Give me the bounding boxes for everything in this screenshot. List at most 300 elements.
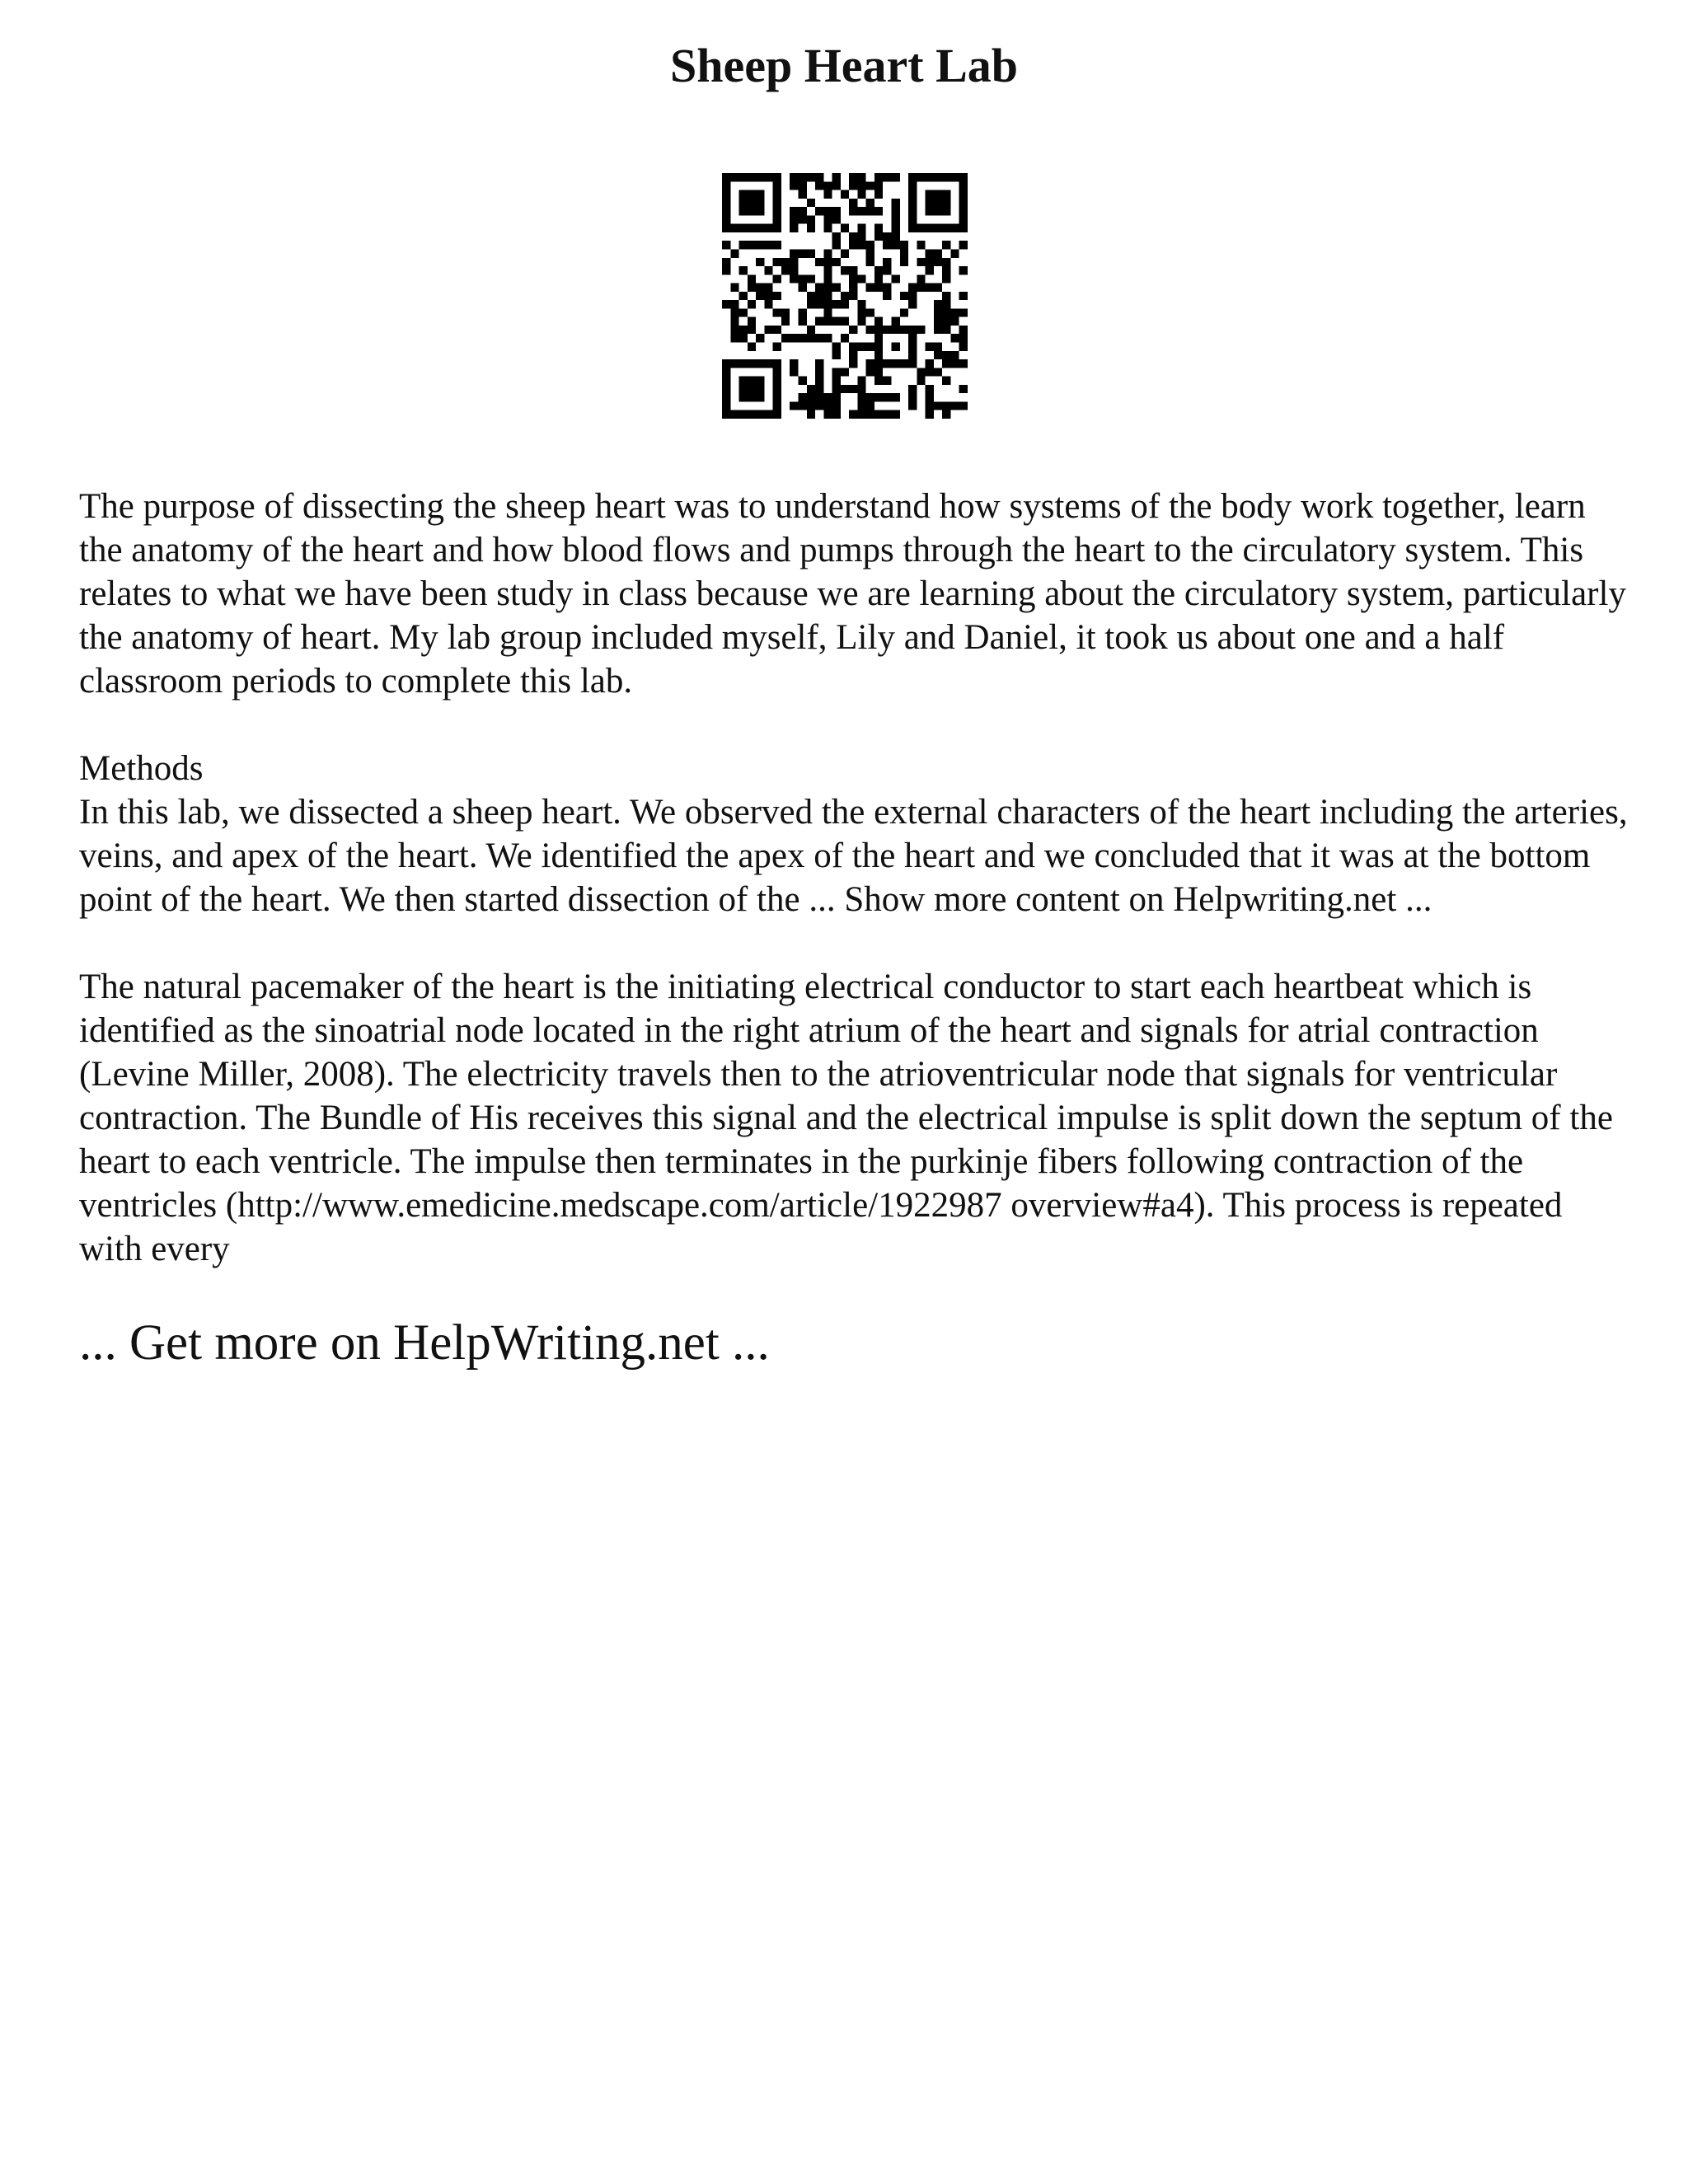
qr-module bbox=[883, 292, 891, 300]
qr-module bbox=[942, 173, 950, 181]
qr-module bbox=[883, 326, 891, 334]
qr-module bbox=[874, 343, 883, 351]
qr-module bbox=[942, 317, 950, 326]
qr-module bbox=[756, 393, 764, 401]
qr-module bbox=[950, 351, 959, 359]
qr-module bbox=[874, 224, 883, 232]
qr-module bbox=[781, 258, 790, 266]
qr-module bbox=[815, 258, 823, 266]
qr-module bbox=[790, 207, 798, 215]
qr-module bbox=[908, 224, 917, 232]
qr-module bbox=[823, 274, 832, 283]
qr-module bbox=[908, 359, 917, 368]
qr-module bbox=[764, 300, 772, 308]
qr-module bbox=[823, 334, 832, 342]
qr-module bbox=[739, 334, 748, 342]
qr-module bbox=[815, 317, 823, 326]
qr-module bbox=[900, 249, 908, 257]
qr-module bbox=[764, 224, 772, 232]
qr-module bbox=[849, 343, 857, 351]
qr-module bbox=[892, 199, 900, 207]
qr-module bbox=[849, 207, 857, 215]
intro-paragraph: The purpose of dissecting the sheep heart was to understand how systems of the body work together, learn the anatomy of the heart and how blood flows and pumps through the heart to the circulatory system. This relates to what we have been study in class because we are learning about the circulatory system, particularly the anatomy of heart. My lab group included myself, Lily and Daniel, it took us about one and a half classroom periods to complete this lab. bbox=[79, 487, 1626, 701]
qr-module bbox=[857, 181, 865, 190]
qr-module bbox=[823, 284, 832, 292]
qr-module bbox=[739, 241, 748, 249]
qr-module bbox=[908, 199, 917, 207]
qr-module bbox=[892, 173, 900, 181]
qr-module bbox=[756, 292, 764, 300]
qr-module bbox=[832, 215, 841, 223]
qr-module bbox=[748, 377, 756, 385]
qr-module bbox=[722, 377, 730, 385]
qr-module bbox=[934, 308, 942, 316]
qr-module bbox=[773, 274, 781, 283]
qr-module bbox=[857, 241, 865, 249]
qr-module bbox=[823, 300, 832, 308]
qr-module bbox=[900, 308, 908, 316]
qr-module bbox=[934, 326, 942, 334]
qr-module bbox=[857, 377, 865, 385]
qr-module bbox=[883, 266, 891, 274]
qr-module bbox=[739, 385, 748, 393]
qr-module bbox=[841, 334, 849, 342]
qr-module bbox=[807, 393, 815, 401]
qr-module bbox=[934, 368, 942, 376]
qr-module bbox=[917, 224, 925, 232]
qr-module bbox=[849, 232, 857, 241]
qr-module bbox=[823, 249, 832, 257]
qr-module bbox=[722, 258, 730, 266]
qr-module bbox=[730, 410, 738, 419]
qr-module bbox=[874, 181, 883, 190]
qr-module bbox=[722, 359, 730, 368]
qr-module bbox=[832, 284, 841, 292]
qr-module bbox=[908, 190, 917, 199]
qr-module bbox=[798, 334, 806, 342]
qr-module bbox=[823, 215, 832, 223]
qr-module bbox=[874, 266, 883, 274]
qr-module bbox=[942, 300, 950, 308]
qr-module bbox=[773, 377, 781, 385]
qr-module bbox=[798, 284, 806, 292]
qr-module bbox=[959, 181, 968, 190]
qr-module bbox=[866, 368, 874, 376]
qr-module bbox=[892, 343, 900, 351]
qr-module bbox=[849, 199, 857, 207]
qr-module bbox=[748, 207, 756, 215]
qr-module bbox=[908, 181, 917, 190]
qr-module bbox=[857, 410, 865, 419]
qr-module bbox=[823, 224, 832, 232]
qr-module bbox=[722, 173, 730, 181]
qr-module bbox=[722, 207, 730, 215]
qr-module bbox=[823, 181, 832, 190]
qr-module bbox=[849, 385, 857, 393]
methods-heading: Methods bbox=[79, 749, 204, 788]
qr-module bbox=[857, 173, 865, 181]
qr-module bbox=[866, 249, 874, 257]
qr-module bbox=[798, 181, 806, 190]
qr-module bbox=[874, 410, 883, 419]
qr-module bbox=[748, 343, 756, 351]
qr-module bbox=[934, 190, 942, 199]
qr-module bbox=[798, 401, 806, 410]
qr-module bbox=[815, 300, 823, 308]
qr-module bbox=[849, 181, 857, 190]
qr-module bbox=[790, 173, 798, 181]
qr-module bbox=[807, 224, 815, 232]
qr-module bbox=[722, 241, 730, 249]
qr-module bbox=[823, 393, 832, 401]
qr-module bbox=[857, 317, 865, 326]
qr-module bbox=[849, 410, 857, 419]
qr-module bbox=[926, 343, 934, 351]
qr-module bbox=[942, 258, 950, 266]
qr-module bbox=[874, 173, 883, 181]
qr-module bbox=[832, 232, 841, 241]
qr-module bbox=[950, 249, 959, 257]
qr-module bbox=[874, 317, 883, 326]
qr-module bbox=[883, 284, 891, 292]
qr-module bbox=[773, 393, 781, 401]
qr-module bbox=[908, 334, 917, 342]
qr-module bbox=[841, 224, 849, 232]
qr-module bbox=[756, 359, 764, 368]
qr-module bbox=[722, 368, 730, 376]
qr-module bbox=[798, 249, 806, 257]
qr-module bbox=[934, 317, 942, 326]
qr-module bbox=[722, 300, 730, 308]
qr-module bbox=[748, 274, 756, 283]
qr-module bbox=[959, 334, 968, 342]
qr-module bbox=[900, 241, 908, 249]
qr-module bbox=[857, 385, 865, 393]
qr-module bbox=[790, 368, 798, 376]
qr-module bbox=[892, 215, 900, 223]
qr-module bbox=[832, 181, 841, 190]
qr-module bbox=[807, 274, 815, 283]
qr-module bbox=[739, 173, 748, 181]
qr-module bbox=[857, 224, 865, 232]
qr-module bbox=[722, 190, 730, 199]
qr-module bbox=[773, 199, 781, 207]
qr-module bbox=[764, 292, 772, 300]
qr-module bbox=[959, 359, 968, 368]
qr-module bbox=[934, 224, 942, 232]
qr-module bbox=[926, 207, 934, 215]
qr-module bbox=[942, 351, 950, 359]
qr-module bbox=[934, 173, 942, 181]
qr-module bbox=[892, 359, 900, 368]
qr-module bbox=[832, 207, 841, 215]
qr-module bbox=[926, 385, 934, 393]
qr-module bbox=[730, 308, 738, 316]
qr-module bbox=[739, 224, 748, 232]
qr-module bbox=[815, 385, 823, 393]
qr-module bbox=[722, 401, 730, 410]
qr-module bbox=[942, 199, 950, 207]
qr-module bbox=[748, 241, 756, 249]
qr-module bbox=[739, 292, 748, 300]
qr-module bbox=[739, 377, 748, 385]
qr-module bbox=[764, 284, 772, 292]
qr-module bbox=[756, 377, 764, 385]
qr-module bbox=[773, 308, 781, 316]
qr-module bbox=[950, 334, 959, 342]
qr-module bbox=[722, 199, 730, 207]
qr-module bbox=[942, 266, 950, 274]
qr-module bbox=[959, 385, 968, 393]
qr-module bbox=[798, 207, 806, 215]
qr-module bbox=[874, 190, 883, 199]
qr-module bbox=[926, 224, 934, 232]
qr-module bbox=[841, 190, 849, 199]
pacemaker-paragraph: The natural pacemaker of the heart is the initiating electrical conductor to start each heartbeat which is identified as the sinoatrial node located in the right atrium of the heart and signals for atrial contraction (Levine Miller, 2008). The electricity travels then to the atrioventricular node that signals for ventricular contraction. The Bundle of His receives this signal and the electrical impulse is split down the septum of the heart to each ventricle. The impulse then terminates in the purkinje fibers following contraction of the ventricles (http://www.emedicine.medscape.com/article/1922987 overview#a4). This process is repeated with every bbox=[79, 968, 1613, 1268]
qr-module bbox=[832, 173, 841, 181]
qr-code-image bbox=[722, 173, 968, 419]
qr-module bbox=[815, 181, 823, 190]
qr-module bbox=[857, 207, 865, 215]
qr-module bbox=[841, 368, 849, 376]
qr-module bbox=[832, 317, 841, 326]
qr-module bbox=[823, 292, 832, 300]
qr-module bbox=[748, 173, 756, 181]
qr-module bbox=[942, 207, 950, 215]
qr-module bbox=[790, 258, 798, 266]
qr-module bbox=[950, 224, 959, 232]
qr-module bbox=[841, 266, 849, 274]
qr-module bbox=[874, 393, 883, 401]
qr-module bbox=[874, 284, 883, 292]
qr-module bbox=[756, 334, 764, 342]
qr-module bbox=[883, 258, 891, 266]
qr-module bbox=[874, 368, 883, 376]
qr-module bbox=[857, 308, 865, 316]
qr-module bbox=[730, 317, 738, 326]
qr-module bbox=[959, 173, 968, 181]
qr-module bbox=[773, 385, 781, 393]
qr-module bbox=[798, 190, 806, 199]
qr-module bbox=[748, 385, 756, 393]
qr-module bbox=[823, 401, 832, 410]
qr-module bbox=[841, 249, 849, 257]
qr-module bbox=[773, 368, 781, 376]
qr-module bbox=[866, 199, 874, 207]
qr-module bbox=[866, 181, 874, 190]
qr-module bbox=[823, 258, 832, 266]
qr-module bbox=[807, 300, 815, 308]
qr-module bbox=[807, 173, 815, 181]
qr-module bbox=[773, 343, 781, 351]
qr-module bbox=[832, 377, 841, 385]
qr-module bbox=[773, 207, 781, 215]
qr-module bbox=[781, 308, 790, 316]
qr-module bbox=[773, 292, 781, 300]
qr-module bbox=[841, 292, 849, 300]
qr-module bbox=[807, 292, 815, 300]
qr-module bbox=[756, 284, 764, 292]
qr-module bbox=[807, 385, 815, 393]
qr-module bbox=[950, 401, 959, 410]
qr-module bbox=[883, 232, 891, 241]
qr-module bbox=[815, 401, 823, 410]
qr-module bbox=[807, 334, 815, 342]
qr-module bbox=[857, 232, 865, 241]
qr-module bbox=[823, 266, 832, 274]
qr-module bbox=[730, 284, 738, 292]
qr-module bbox=[832, 368, 841, 376]
qr-module bbox=[892, 274, 900, 283]
qr-module bbox=[892, 326, 900, 334]
qr-module bbox=[942, 326, 950, 334]
qr-module bbox=[866, 343, 874, 351]
qr-module bbox=[798, 377, 806, 385]
qr-module bbox=[874, 377, 883, 385]
qr-module bbox=[798, 393, 806, 401]
qr-module bbox=[866, 258, 874, 266]
qr-module bbox=[849, 359, 857, 368]
qr-module bbox=[866, 284, 874, 292]
qr-module bbox=[934, 401, 942, 410]
qr-module bbox=[815, 377, 823, 385]
qr-module bbox=[917, 173, 925, 181]
qr-module bbox=[866, 393, 874, 401]
qr-module bbox=[926, 190, 934, 199]
qr-module bbox=[815, 173, 823, 181]
qr-module bbox=[926, 249, 934, 257]
qr-module bbox=[934, 351, 942, 359]
qr-module bbox=[773, 241, 781, 249]
qr-module bbox=[959, 326, 968, 334]
qr-module bbox=[832, 351, 841, 359]
qr-module bbox=[730, 224, 738, 232]
qr-module bbox=[857, 274, 865, 283]
qr-module bbox=[908, 343, 917, 351]
qr-module bbox=[908, 292, 917, 300]
qr-module bbox=[917, 284, 925, 292]
qr-module bbox=[790, 215, 798, 223]
qr-module bbox=[950, 173, 959, 181]
qr-module bbox=[832, 241, 841, 249]
qr-module bbox=[748, 190, 756, 199]
qr-module bbox=[917, 326, 925, 334]
qr-module bbox=[722, 215, 730, 223]
qr-module bbox=[756, 241, 764, 249]
qr-module bbox=[722, 410, 730, 419]
qr-module bbox=[908, 173, 917, 181]
qr-module bbox=[849, 284, 857, 292]
qr-module bbox=[730, 173, 738, 181]
qr-module bbox=[917, 258, 925, 266]
qr-module bbox=[866, 241, 874, 249]
qr-module bbox=[756, 199, 764, 207]
qr-module bbox=[790, 266, 798, 274]
qr-module bbox=[832, 343, 841, 351]
qr-module bbox=[934, 284, 942, 292]
qr-module bbox=[798, 317, 806, 326]
qr-module bbox=[722, 385, 730, 393]
qr-module bbox=[866, 326, 874, 334]
qr-module bbox=[926, 410, 934, 419]
qr-module bbox=[739, 359, 748, 368]
qr-module bbox=[942, 410, 950, 419]
qr-module bbox=[773, 181, 781, 190]
qr-module bbox=[959, 199, 968, 207]
qr-module bbox=[730, 359, 738, 368]
qr-module bbox=[908, 326, 917, 334]
qr-module bbox=[942, 401, 950, 410]
qr-module bbox=[841, 385, 849, 393]
get-more-link[interactable]: ... Get more on HelpWriting.net ... bbox=[79, 1315, 770, 1371]
qr-module bbox=[874, 359, 883, 368]
qr-module bbox=[790, 274, 798, 283]
qr-module bbox=[790, 181, 798, 190]
qr-module bbox=[874, 207, 883, 215]
qr-module bbox=[730, 326, 738, 334]
qr-module bbox=[959, 266, 968, 274]
qr-module bbox=[773, 359, 781, 368]
qr-module bbox=[892, 232, 900, 241]
qr-module bbox=[959, 401, 968, 410]
qr-module bbox=[764, 241, 772, 249]
qr-module bbox=[798, 274, 806, 283]
qr-module bbox=[926, 199, 934, 207]
qr-module bbox=[756, 224, 764, 232]
qr-module bbox=[807, 215, 815, 223]
qr-module bbox=[832, 410, 841, 419]
qr-module bbox=[849, 266, 857, 274]
qr-module bbox=[756, 173, 764, 181]
qr-module bbox=[798, 173, 806, 181]
qr-module bbox=[849, 326, 857, 334]
qr-module bbox=[807, 199, 815, 207]
qr-module bbox=[773, 173, 781, 181]
qr-module bbox=[807, 410, 815, 419]
qr-module bbox=[942, 308, 950, 316]
qr-module bbox=[942, 292, 950, 300]
qr-module bbox=[857, 190, 865, 199]
qr-module bbox=[748, 326, 756, 334]
qr-module bbox=[849, 351, 857, 359]
qr-module bbox=[815, 292, 823, 300]
qr-module bbox=[807, 326, 815, 334]
qr-module bbox=[823, 308, 832, 316]
qr-module bbox=[790, 359, 798, 368]
qr-module bbox=[934, 199, 942, 207]
qr-module bbox=[950, 317, 959, 326]
qr-module bbox=[874, 334, 883, 342]
qr-module bbox=[926, 258, 934, 266]
qr-module bbox=[959, 308, 968, 316]
qr-module bbox=[764, 173, 772, 181]
qr-module bbox=[883, 410, 891, 419]
qr-module bbox=[773, 258, 781, 266]
qr-module bbox=[722, 266, 730, 274]
qr-module bbox=[773, 224, 781, 232]
qr-module bbox=[764, 326, 772, 334]
qr-module bbox=[934, 207, 942, 215]
qr-module bbox=[926, 401, 934, 410]
qr-module bbox=[781, 317, 790, 326]
qr-module bbox=[959, 224, 968, 232]
qr-module bbox=[841, 317, 849, 326]
qr-module bbox=[959, 207, 968, 215]
qr-module bbox=[832, 401, 841, 410]
qr-module bbox=[815, 334, 823, 342]
qr-module bbox=[798, 215, 806, 223]
qr-module bbox=[892, 317, 900, 326]
